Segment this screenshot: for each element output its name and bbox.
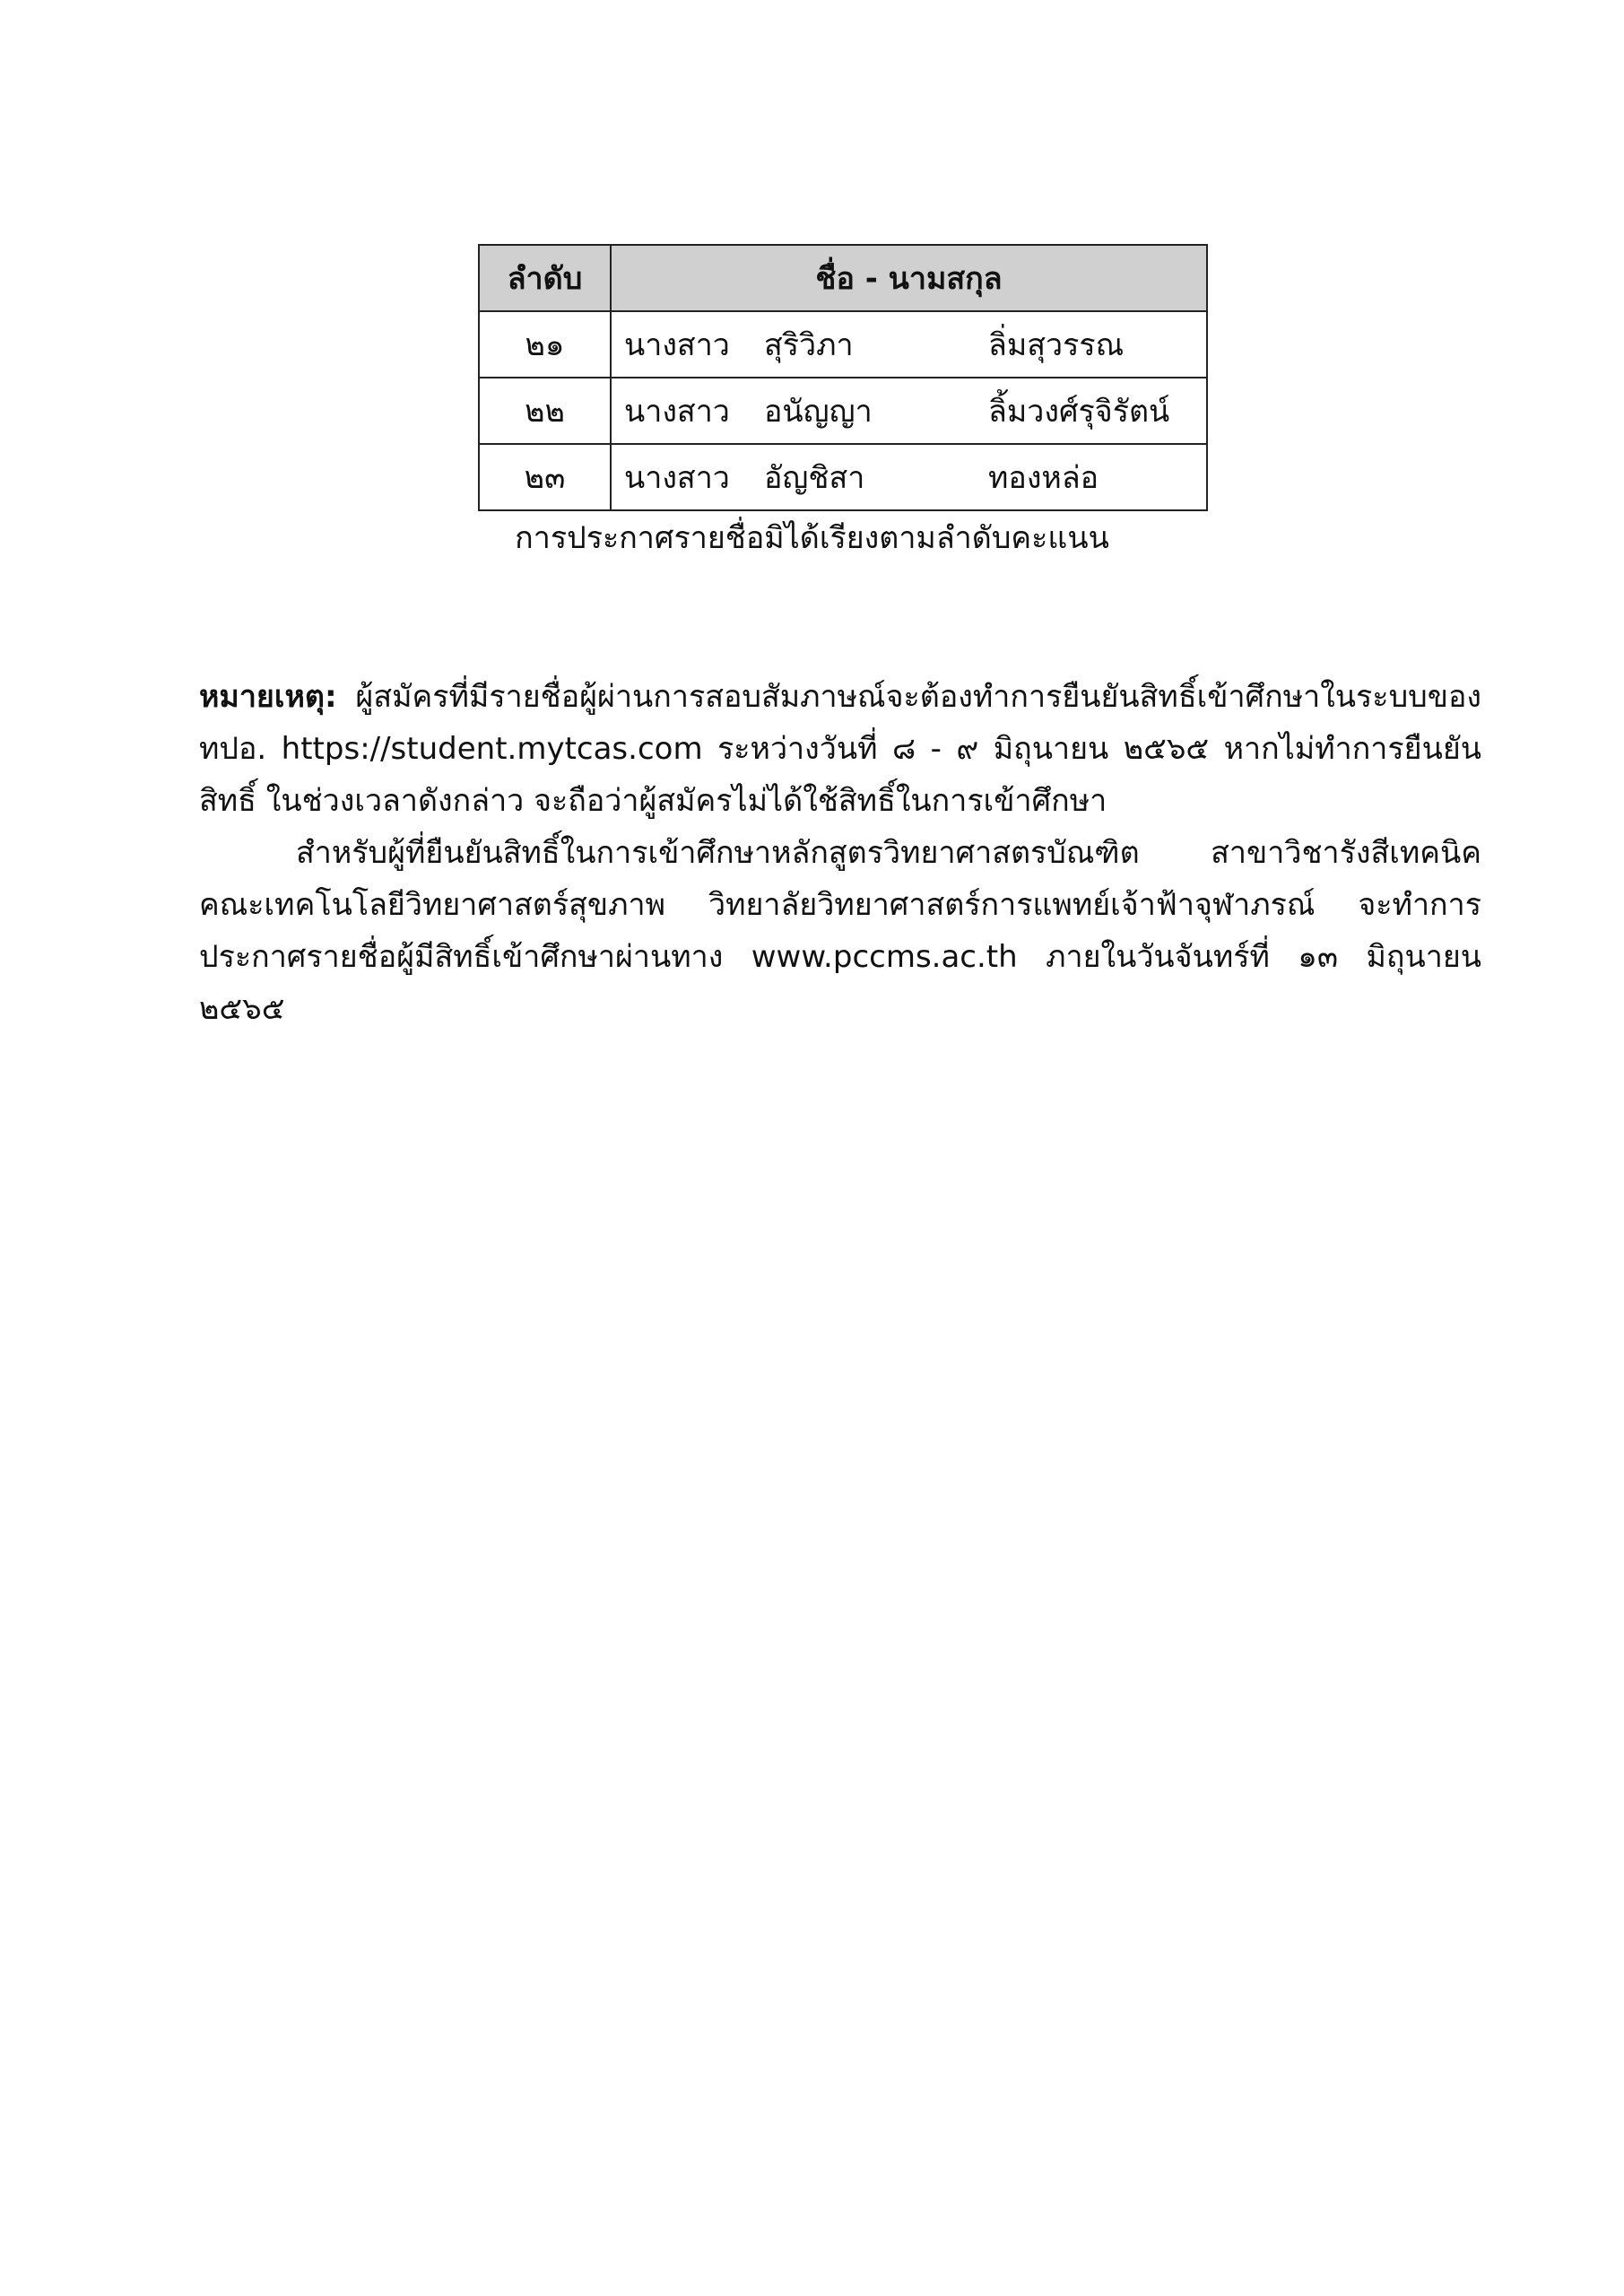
table-row [479,378,1207,444]
first-name: อัญชิสา [764,460,865,496]
order-cell: ๒๑ [479,311,611,378]
remark-text-2: สำหรับผู้ที่ยืนยันสิทธิ์ในการเข้าศึกษาหลักสูตรวิทยาศาสตรบัณฑิต สาขาวิชารังสีเทคนิค คณะเทคโนโลยีวิทยาศาสตร์สุขภาพ วิทยาลัยวิทยาศาสตร์การแพทย์เจ้าฟ้าจุฬาภรณ์ จะทำการประกาศรายชื่อผู้มีสิทธิ์เข้าศึกษาผ่านทาง www.pccms.ac.th ภายในวันจันทร์ที่ ๑๓ มิถุนายน ๒๕๖๕ [199,835,1481,1027]
remark-paragraph-1 [199,671,1481,827]
remark-section [199,671,1481,1035]
first-name: อนัญญา [764,394,873,430]
name-cell [611,444,1207,510]
table-note: การประกาศรายชื่อมิได้เรียงตามลำดับคะแนน [515,520,1109,556]
last-name: ทองหล่อ [988,460,1099,496]
table-row [479,311,1207,378]
order-cell: ๒๓ [479,444,611,510]
header-order: ลำดับ [479,245,611,311]
name-title: นางสาว [624,394,730,430]
table-header-row [479,245,1207,311]
last-name: ลิ่มสุวรรณ [988,327,1125,363]
name-title: นางสาว [624,460,730,496]
table-body [479,311,1207,510]
order-cell: ๒๒ [479,378,611,444]
table-header [479,245,1207,311]
first-name: สุริวิภา [764,327,854,363]
name-cell [611,311,1207,378]
header-name: ชื่อ - นามสกุล [611,245,1207,311]
name-title: นางสาว [624,327,730,363]
remark-text-1: ผู้สมัครที่มีรายชื่อผู้ผ่านการสอบสัมภาษณ์จะต้องทำการยืนยันสิทธิ์เข้าศึกษาในระบบของ ทปอ. https://student.mytcas.com ระหว่างวันที่ ๘ - ๙ มิถุนายน ๒๕๖๕ หากไม่ทำการยืนยันสิทธิ์ ในช่วงเวลาดังกล่าว จะถือว่าผู้สมัครไม่ได้ใช้สิทธิ์ในการเข้าศึกษา [199,679,1481,819]
remark-label: หมายเหตุ: [199,679,337,715]
last-name: ลิ้มวงศ์รุจิรัตน์ [988,394,1170,430]
remark-paragraph-2 [199,827,1481,1035]
table-row [479,444,1207,510]
results-table [478,244,1208,511]
name-cell [611,378,1207,444]
